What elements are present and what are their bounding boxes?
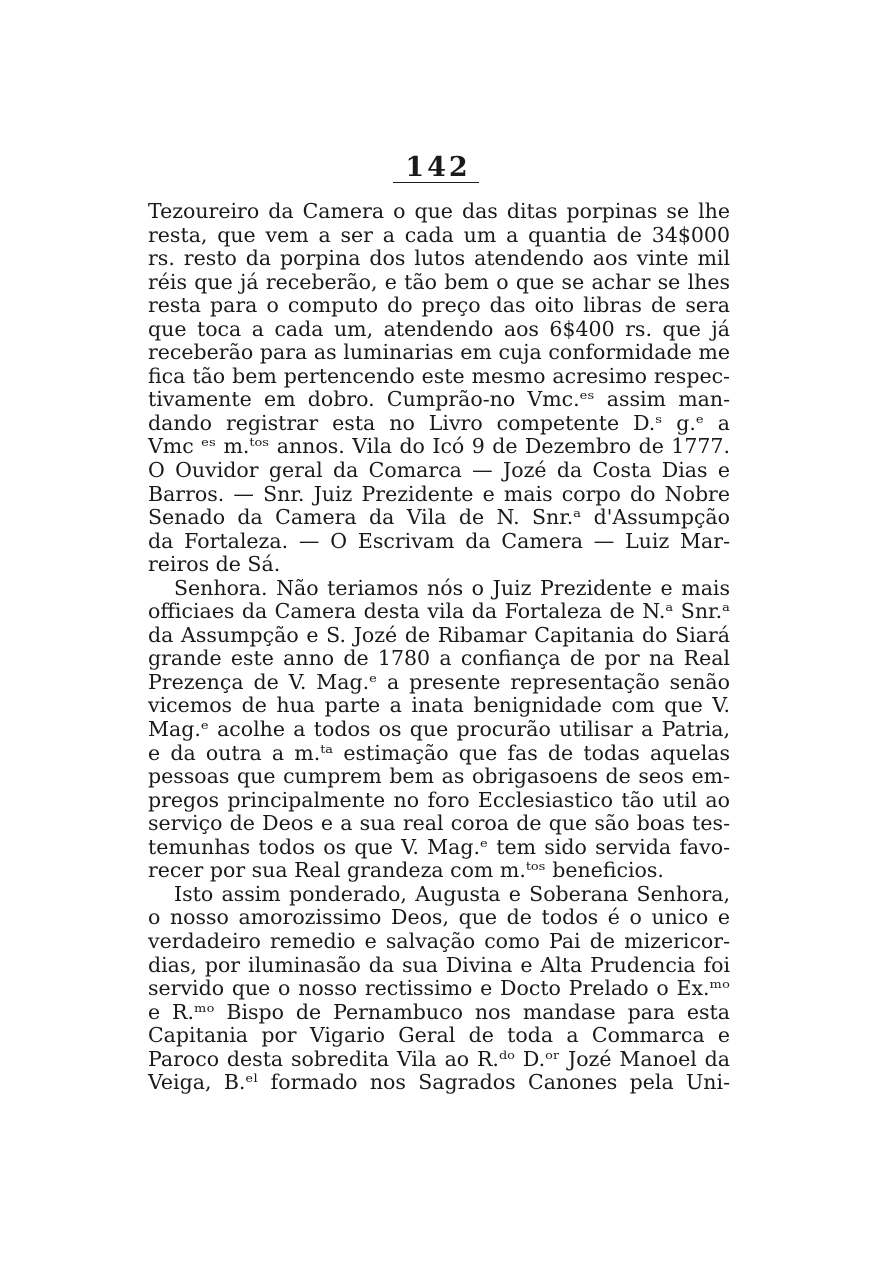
text-line: grande este anno de 1780 a confiança de por na Real bbox=[148, 646, 730, 671]
text-line: serviço de Deos e a sua real coroa de que são boas tes- bbox=[148, 811, 730, 836]
text-line: servido que o nosso rectissimo e Docto Prelado o Ex.ᵐᵒ bbox=[148, 976, 730, 1001]
text-line: da Assumpção e S. Jozé de Ribamar Capitania do Siará bbox=[148, 622, 730, 647]
text-line: rs. resto da porpina dos lutos atendendo aos vinte mil bbox=[148, 246, 730, 271]
text-line: officiaes da Camera desta vila da Fortaleza de N.ᵃ Snr.ᵃ bbox=[148, 599, 730, 624]
text-line: Veiga, B.ᵉˡ formado nos Sagrados Canones pela Uni- bbox=[148, 1070, 730, 1095]
text-line: Barros. — Snr. Juiz Prezidente e mais corpo do Nobre bbox=[148, 481, 730, 506]
paragraph-start-line: Senhora. Não teriamos nós o Juiz Prezidente e mais bbox=[174, 575, 730, 600]
text-line: O Ouvidor geral da Comarca — Jozé da Costa Dias e bbox=[148, 458, 730, 483]
text-line: da Fortaleza. — O Escrivam da Camera — Luiz Mar- bbox=[148, 528, 730, 553]
text-block bbox=[148, 200, 730, 1095]
text-line: réis que já receberão, e tão bem o que se achar se lhes bbox=[148, 269, 730, 294]
page-number: 142 bbox=[405, 152, 471, 183]
text-line: receberão para as luminarias em cuja conformidade me bbox=[148, 340, 730, 365]
text-line: resta, que vem a ser a cada um a quantia de 34$000 bbox=[148, 222, 730, 247]
text-line: Senado da Camera da Vila de N. Snr.ᵃ d'Assumpção bbox=[148, 505, 730, 530]
text-line: pregos principalmente no foro Ecclesiastico tão util ao bbox=[148, 787, 730, 812]
text-line: reiros de Sá. bbox=[148, 552, 281, 577]
text-line: recer por sua Real grandeza com m.ᵗᵒˢ beneficios. bbox=[148, 858, 664, 883]
text-line: Mag.ᵉ acolhe a todos os que procurão utilisar a Patria, bbox=[148, 717, 730, 742]
text-line: o nosso amorozissimo Deos, que de todos é o unico e bbox=[148, 905, 730, 930]
text-line: pessoas que cumprem bem as obrigasoens de seos em- bbox=[148, 764, 730, 789]
text-line: dias, por iluminasão da sua Divina e Alta Prudencia foi bbox=[148, 952, 730, 977]
paragraph-start-line: Isto assim ponderado, Augusta e Soberana Senhora, bbox=[174, 881, 730, 906]
text-line: que toca a cada um, atendendo aos 6$400 rs. que já bbox=[148, 316, 730, 341]
page-number-rule bbox=[393, 182, 479, 183]
text-line: vicemos de hua parte a inata benignidade com que V. bbox=[148, 693, 730, 718]
text-line: resta para o computo do preço das oito libras de sera bbox=[148, 293, 730, 318]
text-line: e R.ᵐᵒ Bispo de Pernambuco nos mandase para esta bbox=[148, 999, 730, 1024]
text-line: Prezença de V. Mag.ᵉ a presente representação senão bbox=[148, 669, 730, 694]
text-line: e da outra a m.ᵗᵃ estimação que fas de todas aquelas bbox=[148, 740, 730, 765]
text-line: Vmc ᵉˢ m.ᵗᵒˢ annos. Vila do Icó 9 de Dezembro de 1777. bbox=[148, 434, 730, 459]
text-line: Tezoureiro da Camera o que das ditas porpinas se lhe bbox=[148, 199, 730, 223]
text-line: fica tão bem pertencendo este mesmo acresimo respec- bbox=[148, 363, 730, 388]
text-line: Paroco desta sobredita Vila ao R.ᵈᵒ D.ᵒʳ Jozé Manoel da bbox=[148, 1046, 730, 1071]
text-line: verdadeiro remedio e salvação como Pai de mizericor- bbox=[148, 928, 730, 953]
text-line: temunhas todos os que V. Mag.ᵉ tem sido servida favo- bbox=[148, 834, 730, 859]
text-line: Capitania por Vigario Geral de toda a Commarca e bbox=[148, 1023, 730, 1048]
text-line: tivamente em dobro. Cumprão-no Vmc.ᵉˢ assim man- bbox=[148, 387, 730, 412]
text-line: dando registrar esta no Livro competente D.ˢ g.ᵉ a bbox=[148, 410, 730, 435]
